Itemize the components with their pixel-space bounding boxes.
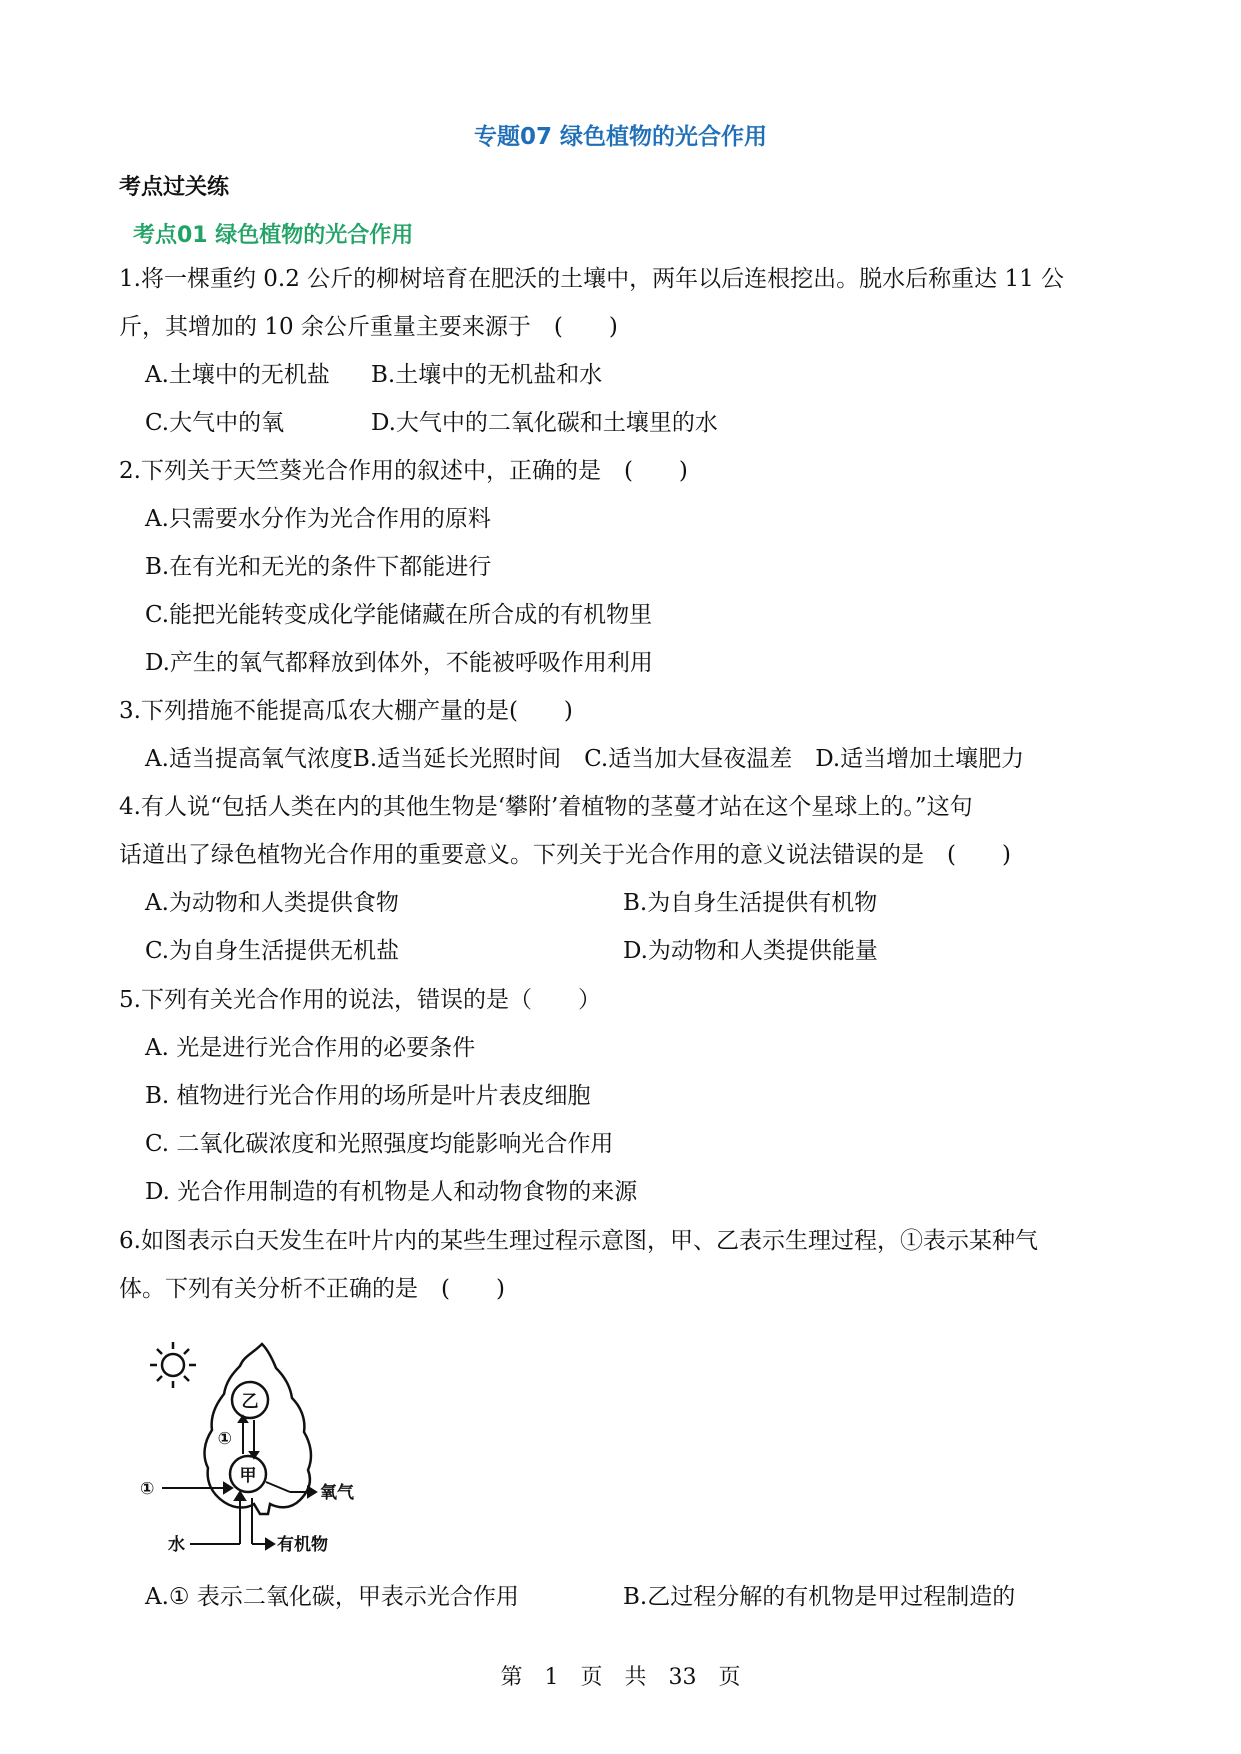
q2-option-d: D.产生的氧气都释放到体外，不能被呼吸作用利用 [145, 650, 653, 676]
gas-input-arrow [162, 1483, 232, 1493]
q2-option-b: B.在有光和无光的条件下都能进行 [145, 554, 492, 580]
q3-line1: 3.下列措施不能提高瓜农大棚产量的是( ) [119, 698, 573, 724]
q6-option-b: B.乙过程分解的有机物是甲过程制造的 [623, 1584, 1016, 1610]
q4-option-d: D.为动物和人类提供能量 [623, 938, 878, 964]
q3-options: A.适当提高氧气浓度B.适当延长光照时间 C.适当加大昼夜温差 D.适当增加土壤肥力 [145, 746, 1025, 772]
q1-line2: 斤，其增加的 10 余公斤重量主要来源于 ( ) [119, 314, 618, 340]
page-footer: 第 1 页 共 33 页 [500, 1665, 741, 1690]
sun-icon [150, 1342, 196, 1388]
q6-option-a: A.① 表示二氧化碳，甲表示光合作用 [145, 1584, 519, 1610]
oxygen-label: 氧气 [320, 1483, 354, 1503]
q4-line2: 话道出了绿色植物光合作用的重要意义。下列关于光合作用的意义说法错误的是 ( ) [119, 842, 1011, 868]
q1-option-d: D.大气中的二氧化碳和土壤里的水 [371, 410, 718, 436]
q1-option-c: C.大气中的氧 [145, 410, 285, 436]
q5-option-a: A. 光是进行光合作用的必要条件 [145, 1035, 476, 1061]
q2-option-a: A.只需要水分作为光合作用的原料 [145, 506, 491, 532]
water-input-arrow [190, 1492, 245, 1544]
q5-option-c: C. 二氧化碳浓度和光照强度均能影响光合作用 [145, 1131, 614, 1157]
q6-line2: 体。下列有关分析不正确的是 ( ) [119, 1276, 505, 1302]
organic-label: 有机物 [277, 1535, 328, 1555]
q4-line1: 4.有人说“包括人类在内的其他生物是‘攀附’着植物的茎蔓才站在这个星球上的。”这句 [119, 794, 973, 820]
q4-option-c: C.为自身生活提供无机盐 [145, 938, 400, 964]
q5-option-b: B. 植物进行光合作用的场所是叶片表皮细胞 [145, 1083, 591, 1109]
q4-option-a: A.为动物和人类提供食物 [145, 890, 399, 916]
q1-line1: 1.将一棵重约 0.2 公斤的柳树培育在肥沃的土壤中，两年以后连根挖出。脱水后称重达 11 公 [119, 266, 1065, 292]
leaf-process-diagram [140, 1332, 370, 1567]
q1-option-b: B.土壤中的无机盐和水 [371, 362, 603, 388]
gas-label-inner: ① [217, 1429, 232, 1449]
q6-line1: 6.如图表示白天发生在叶片内的某些生理过程示意图，甲、乙表示生理过程，①表示某种气 [119, 1228, 1038, 1254]
q1-option-a: A.土壤中的无机盐 [145, 362, 330, 388]
water-label: 水 [168, 1535, 185, 1555]
q2-line1: 2.下列关于天竺葵光合作用的叙述中，正确的是 ( ) [119, 458, 688, 484]
jia-label: 甲 [239, 1466, 257, 1486]
page-title: 专题07 绿色植物的光合作用 [473, 124, 767, 150]
exchange-arrows [239, 1416, 258, 1458]
q5-option-d: D. 光合作用制造的有机物是人和动物食物的来源 [145, 1179, 638, 1205]
yi-label: 乙 [241, 1392, 259, 1412]
section-heading: 考点过关练 [119, 175, 230, 200]
q2-option-c: C.能把光能转变成化学能储藏在所合成的有机物里 [145, 602, 653, 628]
topic-heading: 考点01 绿色植物的光合作用 [133, 223, 414, 248]
gas-label-left: ① [140, 1479, 155, 1499]
q4-option-b: B.为自身生活提供有机物 [623, 890, 878, 916]
q5-line1: 5.下列有关光合作用的说法，错误的是（ ） [119, 987, 601, 1013]
